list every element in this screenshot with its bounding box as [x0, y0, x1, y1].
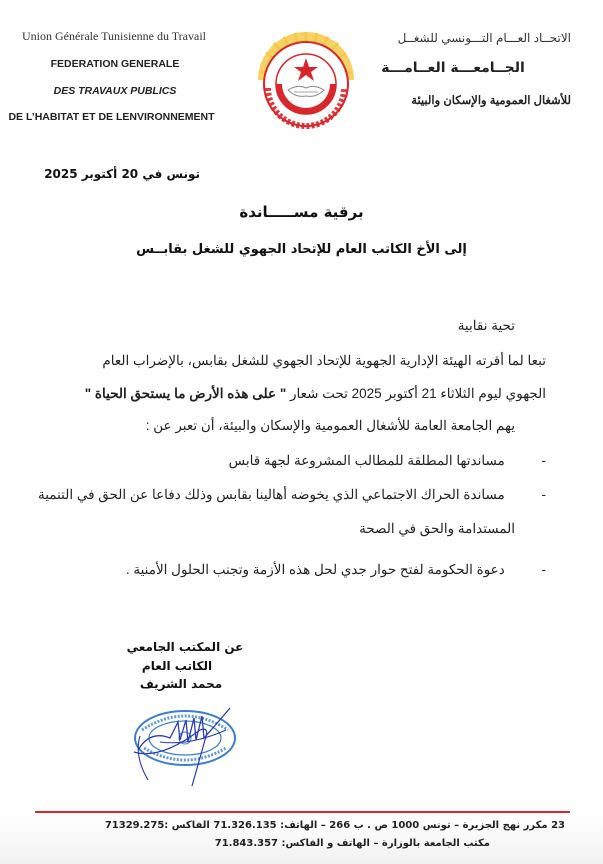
header-union-fr: Union Générale Tunisienne du Travail: [22, 29, 206, 43]
bullet-item: [38, 487, 546, 503]
greeting: تحية نقابية: [457, 318, 515, 333]
official-stamp-signature: [130, 700, 245, 790]
bullet-text: مساندتها المطلقة للمطالب المشروعة لجهة قابس: [228, 453, 505, 468]
slogan: " على هذه الأرض ما يستحق الحياة ": [84, 386, 287, 401]
letter-title: برقية مســـــاندة: [239, 203, 364, 221]
footer-ministry-office: مكتب الجامعة بالوزارة – الهاتف و الفاكس: 71.843.357: [214, 838, 490, 849]
bullet-item: [229, 453, 546, 469]
bullet-text: مساندة الحراك الاجتماعي الذي يخوضه أهالينا بقابس وذلك دفاعا عن الحق في التنمية: [37, 487, 505, 502]
signature-name: محمد الشريف: [139, 677, 223, 691]
header-federation-fr: FEDERATION GENERALE: [50, 58, 180, 70]
header-sector-ar: للأشغال العمومية والإسكان والبيئة: [411, 95, 571, 107]
letter-date: تونس في 20 أكتوبر 2025: [44, 167, 200, 181]
bullet-dash: -: [541, 487, 546, 502]
bullet-text: دعوة الحكومة لفتح حوار جدي لحل هذه الأزمة وتجنب الحلول الأمنية .: [125, 562, 505, 577]
ugtt-logo-icon: [254, 28, 358, 132]
paragraph-1-text: الجهوي ليوم الثلاثاء 21 أكتوبر 2025 تحت شعار: [286, 386, 546, 401]
footer-divider: [35, 811, 570, 813]
signature-role: الكاتب العام: [141, 659, 213, 673]
letter-recipient: إلى الأخ الكاتب العام للإتحاد الجهوي للشغل بقابــس: [136, 242, 467, 257]
signature-office: عن المكتب الجامعي: [126, 640, 244, 654]
footer-address: 23 مكرر نهج الجزيرة – تونس 1000 ص . ب 266 – الهاتف: 71.326.135 الفاكس :71329.275: [104, 820, 565, 831]
paragraph-1-line-1: تبعا لما أقرته الهيئة الإدارية الجهوية للإتحاد الجهوي للشغل بقابس، بالإضراب العام: [102, 353, 546, 368]
bullet-continuation: المستدامة والحق في الصحة: [359, 521, 515, 536]
header-sector2-fr: DE L’HABITAT ET DE LENVIRONNEMENT: [8, 111, 215, 123]
header-union-ar: الاتحــاد العـــام التـــونسي للشغــل: [397, 31, 571, 45]
header-sector-fr: DES TRAVAUX PUBLICS: [53, 85, 177, 97]
bullet-item: [126, 562, 546, 578]
paragraph-2: يهم الجامعة العامة للأشغال العمومية والإسكان والبيئة، أن تعبر عن :: [145, 418, 515, 433]
header-federation-ar: الجــامعـــة العــامـــة: [381, 60, 525, 76]
ugtt-logo: [254, 28, 358, 132]
paragraph-1-line-2: [85, 386, 546, 402]
stamp-icon: [130, 700, 245, 790]
bullet-dash: -: [541, 453, 546, 468]
bullet-dash: -: [541, 562, 546, 577]
